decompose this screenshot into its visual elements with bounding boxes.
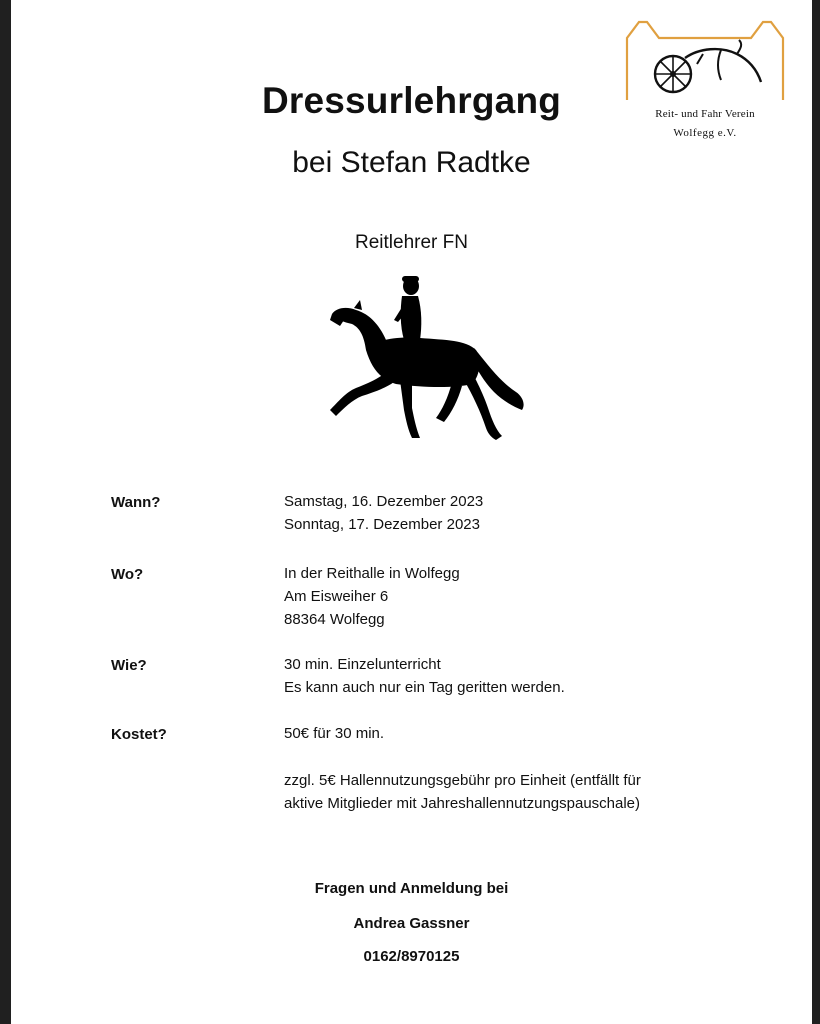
club-logo xyxy=(625,8,785,148)
club-name-line2: Wolfegg e.V. xyxy=(673,127,737,139)
where-line: In der Reithalle in Wolfegg xyxy=(284,565,460,582)
how-value xyxy=(284,653,565,699)
cost-extra-line: zzgl. 5€ Hallennutzungsgebühr pro Einheit (entfällt für xyxy=(284,772,641,789)
page-title: Dressurlehrgang xyxy=(261,80,562,121)
where-label: Wo? xyxy=(111,566,144,583)
how-label: Wie? xyxy=(111,657,147,674)
cost-value xyxy=(284,722,384,745)
contact-heading: Fragen und Anmeldung bei xyxy=(314,880,509,897)
how-line: Es kann auch nur ein Tag geritten werden. xyxy=(284,679,565,696)
when-line: Samstag, 16. Dezember 2023 xyxy=(284,493,484,510)
where-line: Am Eisweiher 6 xyxy=(284,588,389,605)
when-label: Wann? xyxy=(111,494,161,511)
contact-name: Andrea Gassner xyxy=(353,915,470,932)
where-line: 88364 Wolfegg xyxy=(284,611,385,628)
cost-extra xyxy=(284,769,641,815)
cost-line: 50€ für 30 min. xyxy=(284,725,385,742)
flyer-page xyxy=(11,0,812,1024)
cost-label: Kostet? xyxy=(111,726,167,743)
how-line: 30 min. Einzelunterricht xyxy=(284,656,441,673)
instructor-role: Reitlehrer FN xyxy=(355,232,468,253)
club-name-line1: Reit- und Fahr Verein xyxy=(655,108,755,120)
where-value xyxy=(284,562,460,631)
when-line: Sonntag, 17. Dezember 2023 xyxy=(284,516,480,533)
page-subtitle: bei Stefan Radtke xyxy=(292,146,531,179)
when-value xyxy=(284,490,483,536)
contact-phone: 0162/8970125 xyxy=(363,948,460,965)
dressage-horse-rider-silhouette-icon xyxy=(316,270,526,445)
cost-extra-line: aktive Mitglieder mit Jahreshallennutzungspauschale) xyxy=(284,795,641,812)
